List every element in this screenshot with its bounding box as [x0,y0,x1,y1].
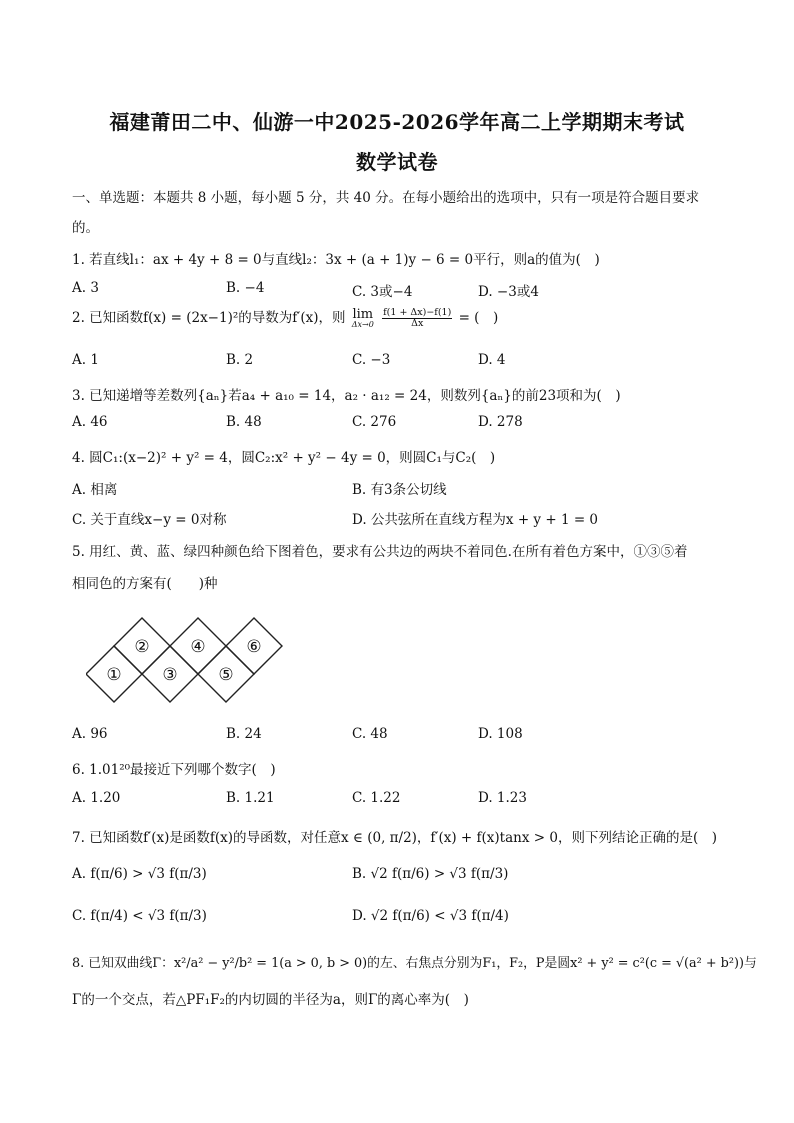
q4-option-a: A. 相离 [72,482,118,498]
q7-stem: 7. 已知函数f′(x)是函数f(x)的导函数，对任意x ∈ (0, π/2)，f′(x) + f(x)tanx > 0，则下列结论正确的是( ) [72,830,717,846]
q2-lim-sub: Δx→0 [351,320,374,329]
region-5-label: ⑤ [218,665,234,685]
section-heading-line2: 的。 [72,220,99,236]
q3-option-a: A. 46 [72,414,108,430]
q7-option-d: D. √2 f(π/6) < √3 f(π/4) [352,908,509,924]
q4-stem: 4. 圆C₁:(x−2)² + y² = 4，圆C₂:x² + y² − 4y = 0，则圆C₁与C₂( ) [72,450,496,466]
q2-option-a: A. 1 [72,352,99,368]
q3-stem: 3. 已知递增等差数列{aₙ}若a₄ + a₁₀ = 14，a₂ · a₁₂ = 24，则数列{aₙ}的前23项和为( ) [72,388,621,404]
q1-option-a: A. 3 [72,280,99,296]
exam-title: 福建莆田二中、仙游一中2025-2026学年高二上学期期末考试 [109,110,685,134]
region-2-label: ② [134,637,150,657]
q4-option-d: D. 公共弦所在直线方程为x + y + 1 = 0 [352,512,599,528]
q5-option-d: D. 108 [478,726,523,742]
q2-limit [352,308,374,329]
exam-subtitle: 数学试卷 [356,150,438,174]
q1-option-c: C. 3或−4 [352,284,413,300]
q5-option-b: B. 24 [226,726,262,742]
q2-option-b: B. 2 [226,352,254,368]
q5-option-a: A. 96 [72,726,108,742]
q2-stem-post: = ( ) [458,310,499,326]
q2-option-c: C. −3 [352,352,391,368]
q3-option-d: D. 278 [478,414,523,430]
q2-option-d: D. 4 [478,352,506,368]
q2-fraction [382,308,452,330]
q1-option-d: D. −3或4 [478,284,539,300]
q6-option-a: A. 1.20 [72,790,121,806]
q5-option-c: C. 48 [352,726,388,742]
region-4-label: ④ [190,637,206,657]
q6-stem: 6. 1.01²⁰最接近下列哪个数字( ) [72,762,276,778]
q6-option-c: C. 1.22 [352,790,401,806]
region-3-label: ③ [162,665,178,685]
q8-stem-line1: 8. 已知双曲线Γ：x²/a² − y²/b² = 1(a > 0, b > 0)的左、右焦点分别为F₁，F₂，P是圆x² + y² = c²(c = √(a² + b²))与 [72,956,757,971]
q7-option-c: C. f(π/4) < √3 f(π/3) [72,908,207,924]
q2-frac-den: Δx [411,318,424,329]
q3-option-b: B. 48 [226,414,262,430]
region-1-label: ① [106,665,122,685]
q5-stem-line1: 5. 用红、黄、蓝、绿四种颜色给下图着色，要求有公共边的两块不着同色.在所有着色方案中，①③⑤着 [72,544,688,560]
q2-lim-word: lim [352,307,374,322]
region-6-label: ⑥ [246,637,262,657]
q2-stem [72,306,498,329]
q8-stem-line2: Γ的一个交点，若△PF₁F₂的内切圆的半径为a，则Γ的离心率为( ) [72,992,469,1008]
q6-option-d: D. 1.23 [478,790,527,806]
section-heading-line1: 一、单选题：本题共 8 小题，每小题 5 分，共 40 分。在每小题给出的选项中，只有一项是符合题目要求 [72,190,700,206]
q4-option-b: B. 有3条公切线 [352,482,447,498]
q4-option-c: C. 关于直线x−y = 0对称 [72,512,227,528]
q1-option-b: B. −4 [226,280,265,296]
q5-coloring-diagram [86,604,286,704]
q5-stem-line2: 相同色的方案有( )种 [72,576,218,592]
q2-frac-num: f(1 + Δx)−f(1) [383,306,452,318]
q6-option-b: B. 1.21 [226,790,275,806]
q3-option-c: C. 276 [352,414,397,430]
q1-stem: 1. 若直线l₁：ax + 4y + 8 = 0与直线l₂：3x + (a + 1)y − 6 = 0平行，则a的值为( ) [72,252,600,268]
q7-option-b: B. √2 f(π/6) > √3 f(π/3) [352,866,509,882]
q2-stem-pre: 2. 已知函数f(x) = (2x−1)²的导数为f′(x)，则 [72,310,346,326]
q7-option-a: A. f(π/6) > √3 f(π/3) [72,866,207,882]
